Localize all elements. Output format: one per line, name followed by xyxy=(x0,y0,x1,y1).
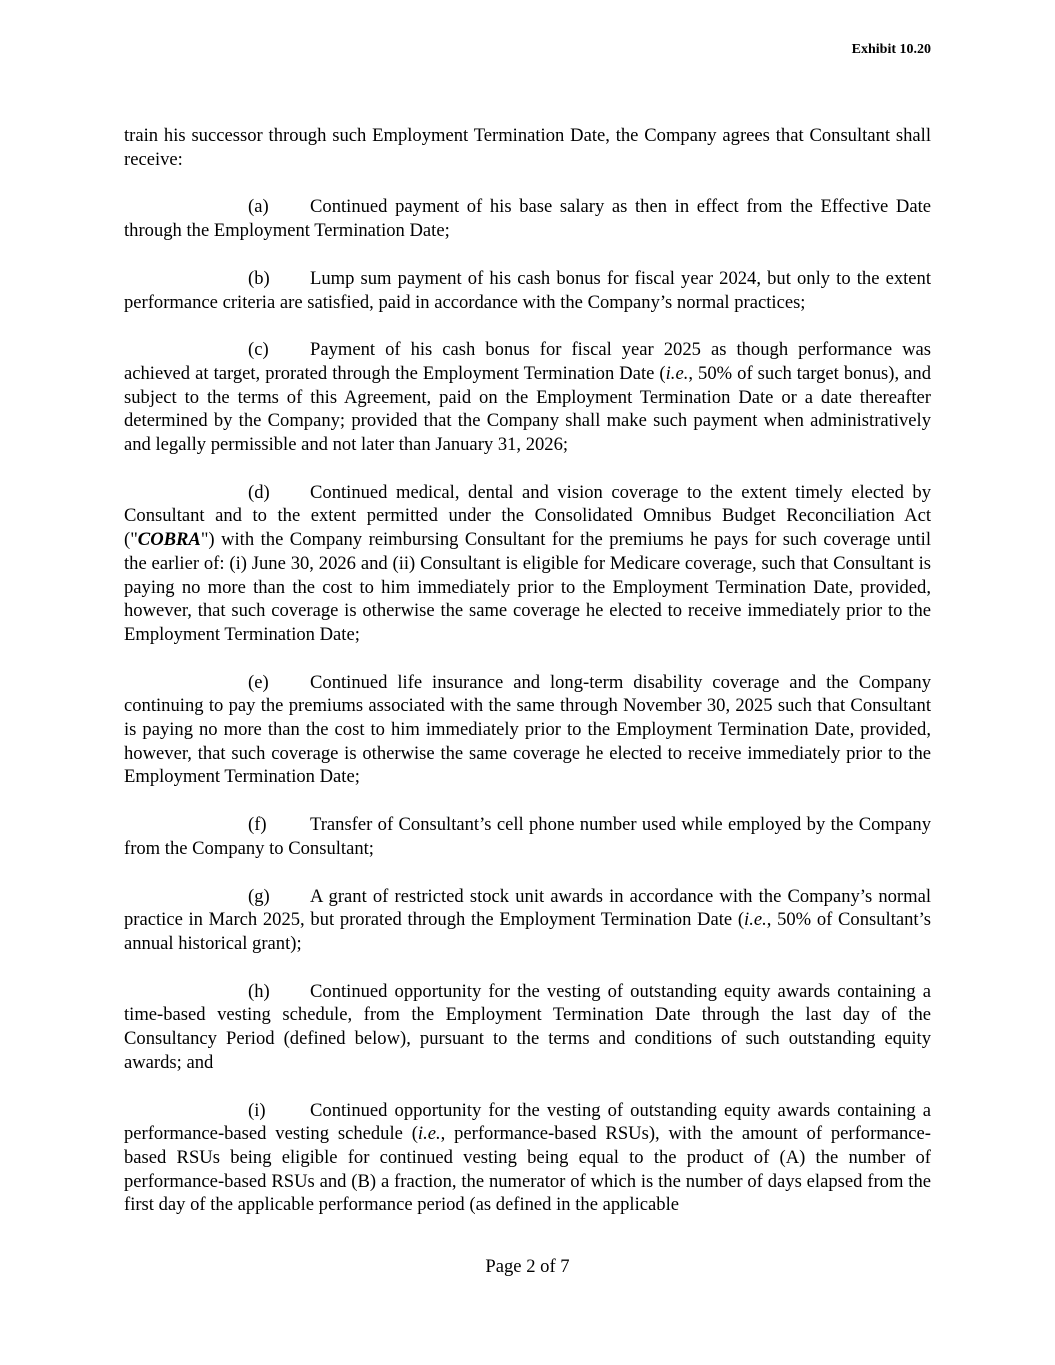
item-g xyxy=(124,885,931,956)
item-d xyxy=(124,481,931,647)
document-body xyxy=(124,124,931,1241)
ie-abbrev: i.e. xyxy=(417,1123,441,1145)
defined-term-cobra: COBRA xyxy=(137,529,201,551)
item-text: Continued opportunity for the vesting of outstanding equity awards containing a performance-based vesting schedule ( xyxy=(124,1099,931,1145)
item-marker: (g) xyxy=(248,885,270,907)
item-a xyxy=(124,195,931,242)
page-number: Page 2 of 7 xyxy=(485,1256,570,1277)
item-marker: (d) xyxy=(248,481,270,503)
item-text-cont: , performance-based RSUs), with the amount of performance-based RSUs being eligible for continued vesting being equal to the product of (A) the number of performance-based RSUs and (B) a fraction, the numerator of which is the number of days elapsed from the first day of the applicable performance period (as defined in the applicable xyxy=(124,1123,931,1216)
item-marker: (a) xyxy=(248,196,269,218)
item-text-cont: ") with the Company reimbursing Consultant for the premiums he pays for such coverage until the earlier of: (i) June 30, 2026 and (ii) Consultant is eligible for Medicare coverage, such that Consultant is paying no more than the cost to him immediately prior to the Employment Termination Date, provided, however, that such coverage is otherwise the same coverage he elected to receive immediately prior to the Employment Termination Date; xyxy=(124,529,931,645)
item-text: Transfer of Consultant’s cell phone number used while employed by the Company from the Company to Consultant; xyxy=(124,814,931,859)
intro-paragraph: train his successor through such Employment Termination Date, the Company agrees that Consultant shall receive: xyxy=(124,125,931,170)
item-marker: (c) xyxy=(248,339,269,361)
item-h xyxy=(124,980,931,1075)
item-text-cont: , 50% of such target bonus), and subject to the terms of this Agreement, paid on the Employment Termination Date or a date thereafter determined by the Company; provided that the Company shall make such payment when administratively and legally permissible and not later than January 31, 2026; xyxy=(124,362,931,456)
item-c xyxy=(124,338,931,457)
item-text: Continued payment of his base salary as then in effect from the Effective Date through the Employment Termination Date; xyxy=(124,196,931,242)
exhibit-label: Exhibit 10.20 xyxy=(851,42,931,57)
item-b xyxy=(124,267,931,314)
item-marker: (h) xyxy=(248,980,270,1002)
item-marker: (e) xyxy=(248,671,269,693)
item-marker: (i) xyxy=(248,1099,266,1121)
item-text: Continued life insurance and long-term disability coverage and the Company continuing to pay the premiums associated with the same through November 30, 2025 such that Consultant is paying no more than the cost to him immediately prior to the Employment Termination Date, provided, however, that such coverage is otherwise the same coverage he elected to receive immediately prior to the Employment Termination Date; xyxy=(124,671,931,788)
item-text: Payment of his cash bonus for fiscal year 2025 as though performance was achieved at target, prorated through the Employment Termination Date ( xyxy=(124,339,931,384)
item-marker: (f) xyxy=(248,814,267,836)
item-i xyxy=(124,1099,931,1218)
item-f xyxy=(124,813,931,860)
item-text: Lump sum payment of his cash bonus for fiscal year 2024, but only to the extent performance criteria are satisfied, paid in accordance with the Company’s normal practices; xyxy=(124,267,931,313)
item-text-cont: , 50% of Consultant’s annual historical grant); xyxy=(124,909,931,954)
item-e xyxy=(124,671,931,790)
item-text: Continued medical, dental and vision coverage to the extent timely elected by Consultant and to the extent permitted under the Consolidated Omnibus Budget Reconciliation Act (" xyxy=(124,481,931,551)
ie-abbrev: i.e. xyxy=(744,909,767,931)
item-marker: (b) xyxy=(248,267,270,289)
item-text: Continued opportunity for the vesting of outstanding equity awards containing a time-based vesting schedule, from the Employment Termination Date through the last day of the Consultancy Period (defined below), pursuant to the terms and conditions of such outstanding equity awards; and xyxy=(124,980,931,1073)
item-text: A grant of restricted stock unit awards in accordance with the Company’s normal practice in March 2025, but prorated through the Employment Termination Date ( xyxy=(124,885,931,931)
ie-abbrev: i.e. xyxy=(665,362,689,384)
